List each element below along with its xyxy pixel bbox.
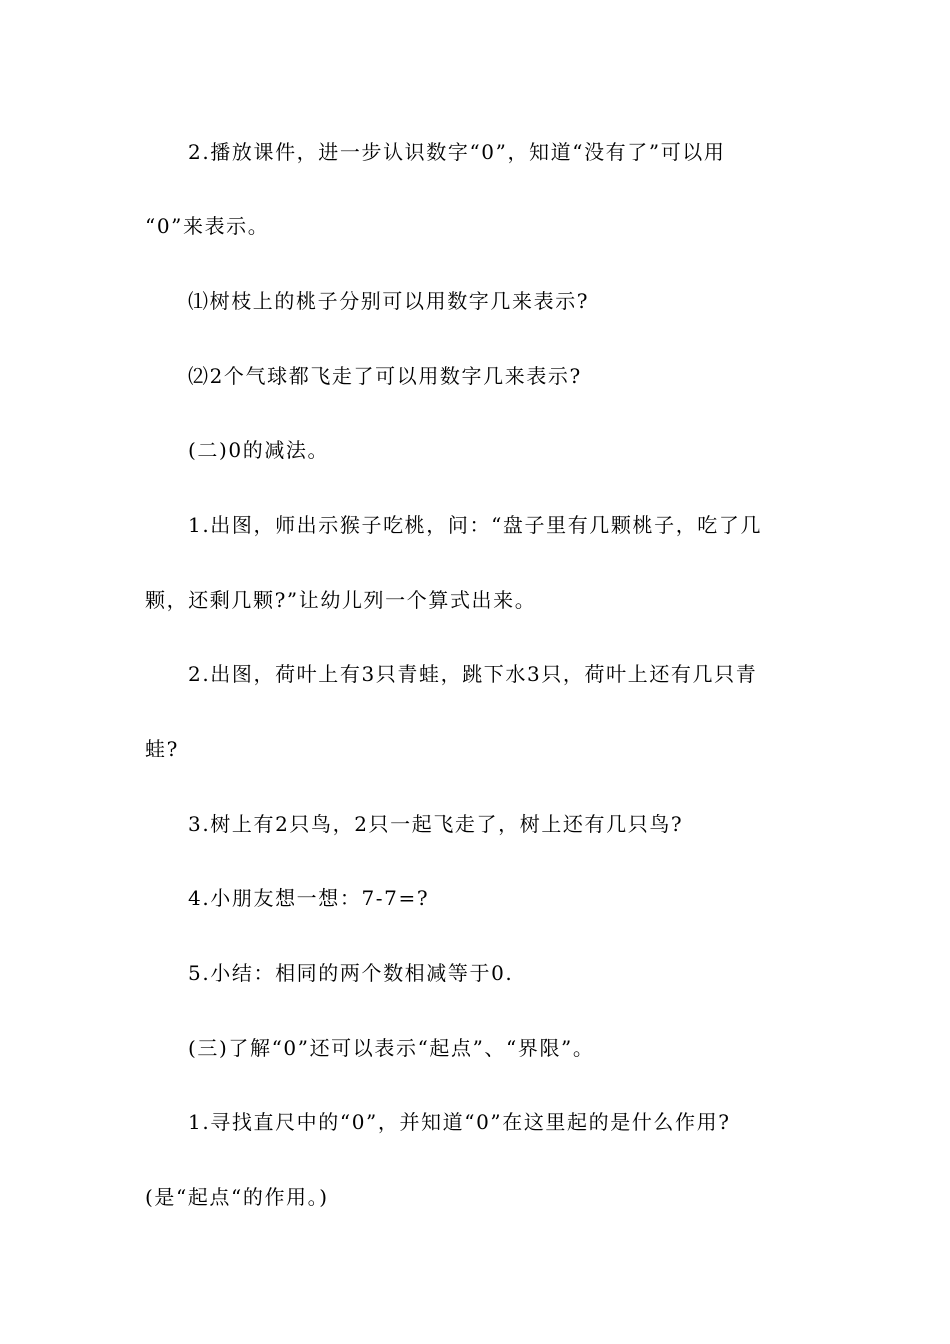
paragraph-line-8: 2.出图，荷叶上有3只青蛙，跳下水3只，荷叶上还有几只青: [188, 662, 758, 686]
paragraph-line-11: 4.小朋友想一想：7-7=?: [188, 886, 430, 910]
paragraph-line-6: 1.出图，师出示猴子吃桃，问：“盘子里有几颗桃子，吃了几: [188, 513, 763, 537]
paragraph-line-15: (是“起点“的作用。): [145, 1185, 329, 1209]
paragraph-line-7: 颗，还剩几颗?”让幼儿列一个算式出来。: [145, 588, 537, 612]
paragraph-line-10: 3.树上有2只鸟，2只一起飞走了，树上还有几只鸟?: [188, 812, 684, 836]
paragraph-line-1: 2.播放课件，进一步认识数字“0”，知道“没有了”可以用: [188, 140, 726, 164]
section-heading-2: (二)0的减法。: [188, 438, 330, 462]
paragraph-line-9: 蛙?: [145, 737, 179, 761]
paragraph-line-3: ⑴树枝上的桃子分别可以用数字几来表示?: [188, 289, 590, 313]
section-heading-3: (三)了解“0”还可以表示“起点”、“界限”。: [188, 1036, 595, 1060]
paragraph-line-4: ⑵2个气球都飞走了可以用数字几来表示?: [188, 364, 582, 388]
paragraph-line-2: “0”来表示。: [145, 214, 270, 238]
paragraph-line-14: 1.寻找直尺中的“0”，并知道“0”在这里起的是什么作用?: [188, 1110, 731, 1134]
paragraph-line-12: 5.小结：相同的两个数相减等于0.: [188, 961, 514, 985]
